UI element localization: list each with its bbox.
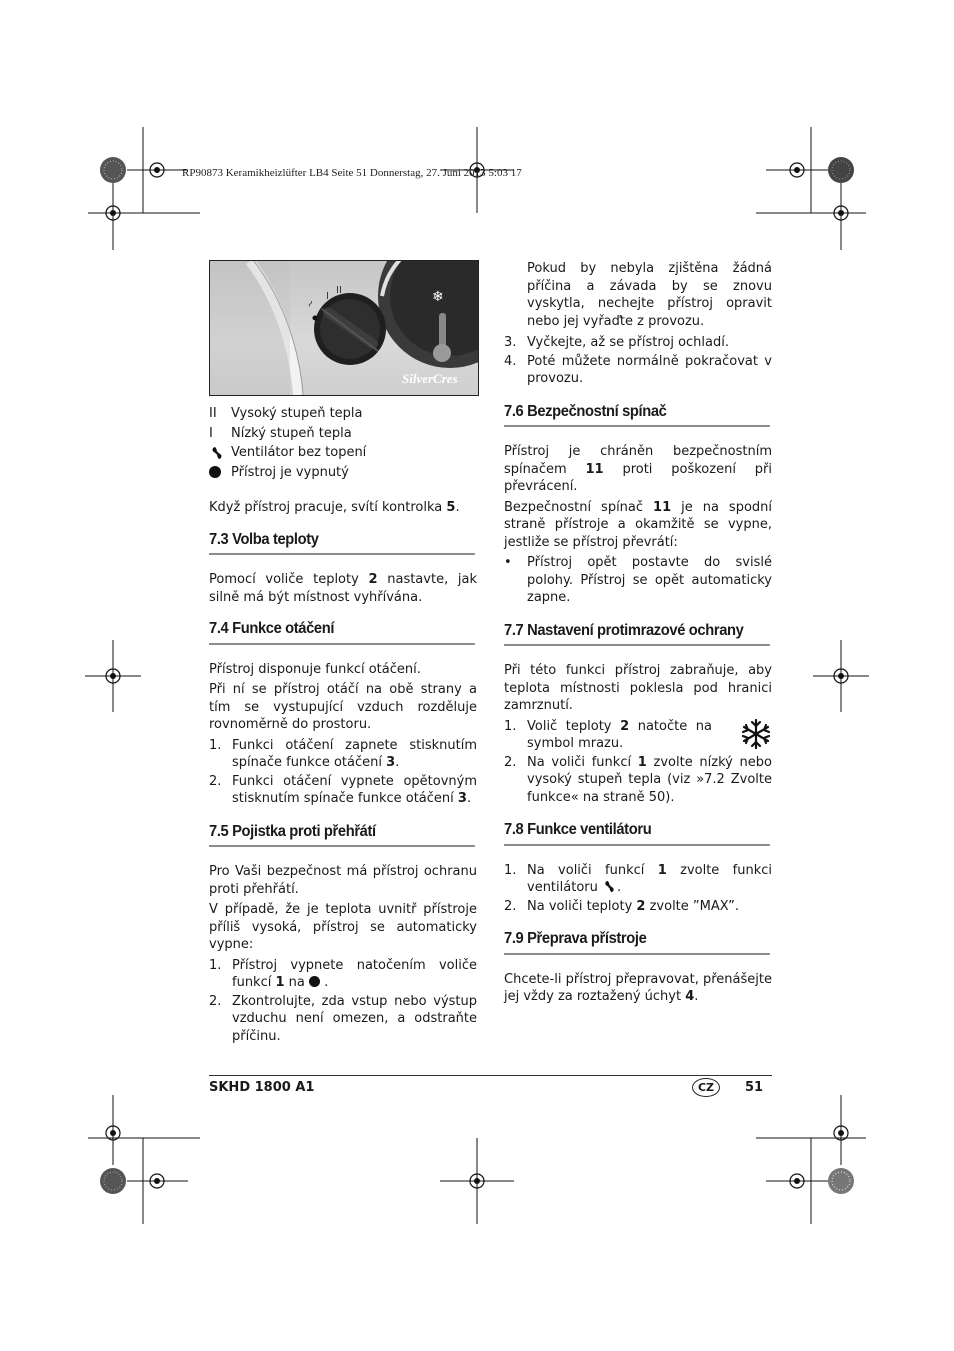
legend-row bbox=[209, 404, 477, 424]
legend-text: Ventilátor bez topení bbox=[231, 445, 367, 460]
section-title-7-3: 7.3 Volba teploty bbox=[209, 531, 475, 556]
paragraph: Přístroj je chráněn bezpečnostním spínačem 11 proti poškození při převrácení. bbox=[504, 444, 772, 494]
frost-snowflake-icon bbox=[740, 718, 772, 750]
paragraph: Chcete-li přístroj přepravovat, přenášejte jej vždy za roztažený úchyt 4. bbox=[504, 971, 772, 1004]
footer-rule bbox=[209, 1075, 772, 1076]
legend-text: Nízký stupeň tepla bbox=[231, 425, 352, 441]
paragraph: Při této funkci přístroj zabraňuje, aby teplota místnosti poklesla pod hranici zamrznutí. bbox=[504, 663, 772, 713]
paragraph: Pro Vaši bezpečnost má přístroj ochranu proti přehřátí. bbox=[209, 864, 477, 897]
legend-row bbox=[209, 463, 477, 483]
paragraph: Bezpečnostní spínač 11 je na spodní straně přístroje a okamžitě se vypne, jestliže se přístroj převrátí: bbox=[504, 499, 772, 550]
section-title-7-9: 7.9 Přeprava přístroje bbox=[504, 930, 770, 955]
list-item: 1. Přístroj vypnete natočením voliče funkcí 1 na . bbox=[209, 957, 477, 990]
bullet-item: • Přístroj opět postavte do svislé polohy. Přístroj se opět automaticky zapne. bbox=[504, 555, 772, 605]
paragraph: Při ní se přístroj otáčí na obě strany a tím se vystupující vzduch rozděluje rovnoměrně do prostoru. bbox=[209, 682, 477, 732]
svg-text:~: ~ bbox=[304, 297, 318, 311]
fan-icon bbox=[209, 445, 231, 461]
list-item: 2. Na voliči funkcí 1 zvolte nízký nebo vysoký stupeň tepla (viz »7.2 Zvolte funkce« na straně 50). bbox=[504, 754, 772, 805]
list-item: 4. Poté můžete normálně pokračovat v provozu. bbox=[504, 353, 772, 386]
legend-key: I bbox=[209, 425, 213, 441]
product-control-panel-photo bbox=[209, 260, 479, 396]
control-panel-illustration bbox=[210, 261, 478, 395]
svg-text:II: II bbox=[336, 285, 342, 296]
legend-text: Přístroj je vypnutý bbox=[231, 464, 349, 480]
list-item: 2. Funkci otáčení vypnete opětovným stisknutím spínače funkce otáčení 3. bbox=[209, 773, 477, 806]
section-title-7-8: 7.8 Funkce ventilátoru bbox=[504, 821, 770, 846]
list-item: 2. Zkontrolujte, zda vstup nebo výstup vzduchu není omezen, a odstraňte příčinu. bbox=[209, 993, 477, 1044]
paragraph: Pokud by nebyla zjištěna žádná příčina a závada by se znovu vyskytla, nechejte přístroj opravit nebo jej vyřaďte z provozu. bbox=[527, 261, 772, 329]
fan-icon bbox=[602, 879, 617, 894]
list-item: 1. Funkci otáčení zapnete stisknutím spínače funkce otáčení 3. bbox=[209, 737, 477, 770]
paragraph: V případě, že je teplota uvnitř přístroje příliš vysoká, přístroj se automaticky vypne: bbox=[209, 902, 477, 952]
indicator-note: Když přístroj pracuje, svítí kontrolka 5. bbox=[209, 500, 460, 515]
section-title-7-6: 7.6 Bezpečnostní spínač bbox=[504, 403, 770, 428]
section-title-7-4: 7.4 Funkce otáčení bbox=[209, 620, 475, 645]
language-badge: CZ bbox=[692, 1078, 720, 1097]
list-item: 1. Volič teploty 2 natočte na symbol mrazu. bbox=[504, 718, 772, 753]
legend-row bbox=[209, 443, 477, 463]
paragraph: Pomocí voliče teploty 2 nastavte, jak silně má být místnost vyhřívána. bbox=[209, 572, 477, 605]
list-item: 3. Vyčkejte, až se přístroj ochladí. bbox=[504, 335, 729, 350]
off-dot-icon bbox=[209, 466, 231, 478]
left-column bbox=[209, 260, 477, 1046]
footer-model: SKHD 1800 A1 bbox=[209, 1080, 315, 1095]
legend-row bbox=[209, 424, 477, 444]
right-column bbox=[504, 260, 772, 1006]
print-header: RP90873 Keramikheizlüfter LB4 Seite 51 Donnerstag, 27. Juni 2013 5:03 17 bbox=[182, 167, 522, 179]
section-title-7-7: 7.7 Nastavení protimrazové ochrany bbox=[504, 622, 770, 647]
section-title-7-5: 7.5 Pojistka proti přehřátí bbox=[209, 823, 475, 848]
page-number: 51 bbox=[745, 1080, 764, 1095]
off-dot-icon bbox=[309, 976, 320, 987]
brand-logo-text: SilverCres bbox=[402, 371, 458, 386]
function-legend bbox=[209, 404, 477, 482]
list-item: 2. Na voliči teploty 2 zvolte ”MAX”. bbox=[504, 898, 740, 914]
paragraph: Přístroj disponuje funkcí otáčení. bbox=[209, 661, 421, 677]
svg-text:❄: ❄ bbox=[432, 289, 444, 305]
legend-key: II bbox=[209, 406, 217, 421]
svg-text:I: I bbox=[326, 291, 329, 302]
list-item: 1. Na voliči funkcí 1 zvolte funkci ventilátoru . bbox=[504, 862, 772, 895]
legend-text: Vysoký stupeň tepla bbox=[231, 406, 363, 421]
